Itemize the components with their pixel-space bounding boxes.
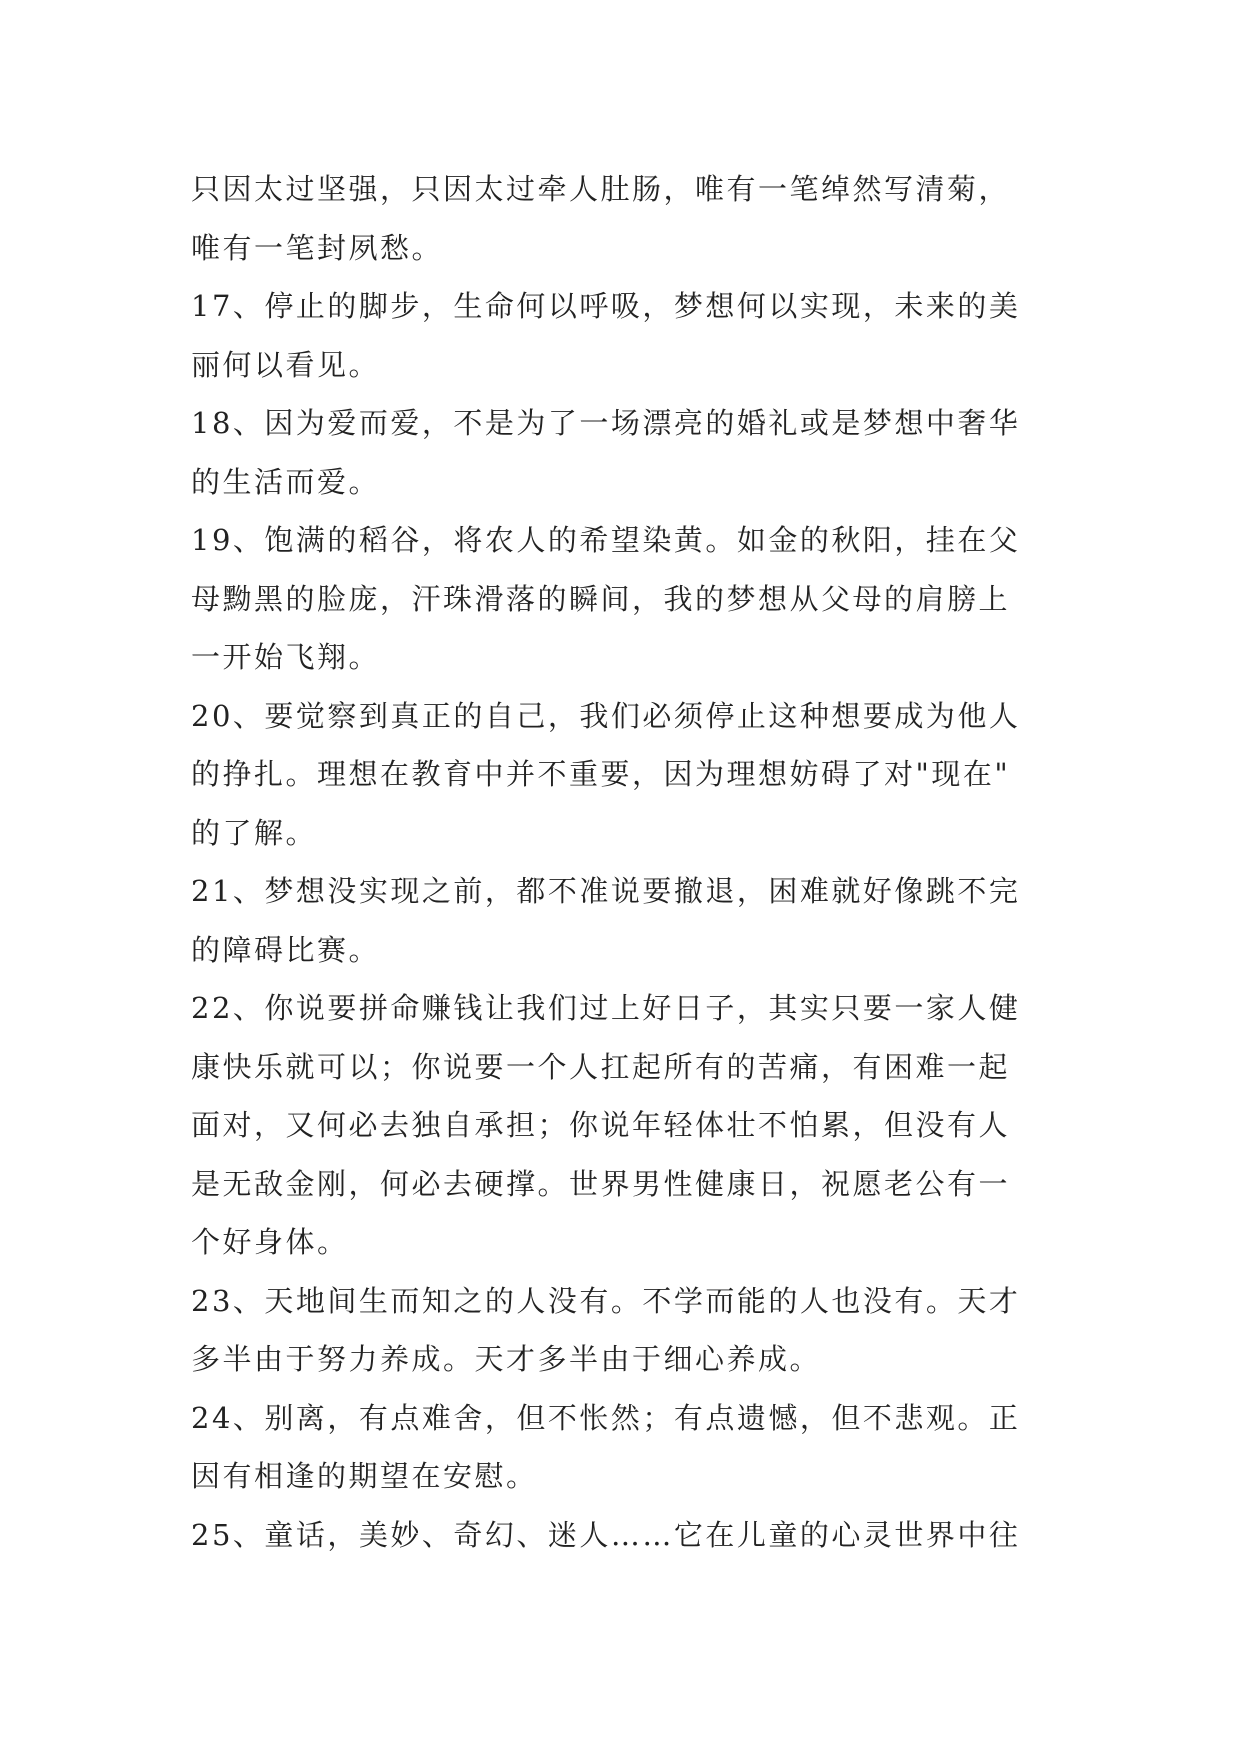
text-line: 多半由于努力养成。天才多半由于细心养成。 — [191, 1342, 822, 1376]
text-line: 22、你说要拼命赚钱让我们过上好日子，其实只要一家人健 — [191, 991, 1021, 1025]
text-line: 25、童话，美妙、奇幻、迷人……它在儿童的心灵世界中往 — [191, 1517, 1021, 1552]
document-text — [191, 160, 1071, 1564]
text-line: 的障碍比赛。 — [191, 932, 381, 967]
text-line: 23、天地间生而知之的人没有。不学而能的人也没有。天才 — [191, 1283, 1021, 1318]
text-line: 18、因为爱而爱，不是为了一场漂亮的婚礼或是梦想中奢华 — [191, 406, 1021, 440]
text-line: 20、要觉察到真正的自己，我们必须停止这种想要成为他人 — [191, 698, 1021, 733]
text-line: 面对，又何必去独自承担；你说年轻体壮不怕累，但没有人 — [191, 1108, 1011, 1142]
text-line: 丽何以看见。 — [191, 347, 381, 382]
text-line: 唯有一笔封夙愁。 — [191, 230, 444, 265]
text-line: 是无敌金刚，何必去硬撑。世界男性健康日，祝愿老公有一 — [191, 1166, 1011, 1201]
text-line: 17、停止的脚步，生命何以呼吸，梦想何以实现，未来的美 — [191, 289, 1021, 323]
text-line: 24、别离，有点难舍，但不怅然；有点遗憾，但不悲观。正 — [191, 1400, 1021, 1435]
text-line: 21、梦想没实现之前，都不准说要撤退，困难就好像跳不完 — [191, 874, 1021, 908]
text-line: 康快乐就可以；你说要一个人扛起所有的苦痛，有困难一起 — [191, 1049, 1011, 1084]
text-line: 只因太过坚强，只因太过牵人肚肠，唯有一笔绰然写清菊， — [191, 172, 1011, 206]
text-line: 母黝黑的脸庞，汗珠滑落的瞬间，我的梦想从父母的肩膀上 — [191, 581, 1011, 616]
text-line: 个好身体。 — [191, 1225, 349, 1259]
text-line: 的挣扎。理想在教育中并不重要，因为理想妨碍了对"现在" — [191, 757, 1011, 791]
text-line: 一开始飞翔。 — [191, 640, 381, 674]
text-line: 的生活而爱。 — [191, 464, 381, 499]
text-line: 的了解。 — [191, 815, 318, 850]
text-line: 19、饱满的稻谷，将农人的希望染黄。如金的秋阳，挂在父 — [191, 523, 1021, 557]
text-line: 因有相逢的期望在安慰。 — [191, 1459, 538, 1493]
